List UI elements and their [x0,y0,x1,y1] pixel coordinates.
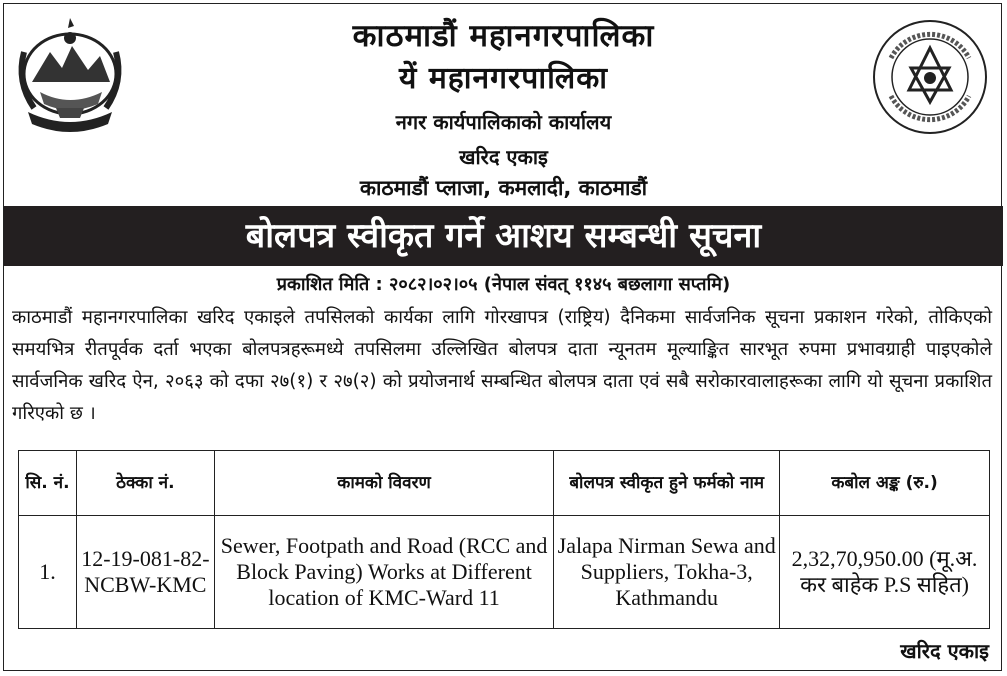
cell-work-description: Sewer, Footpath and Road (RCC and Block Paving) Works at Different location of KMC-Ward 11 [214,516,554,629]
notice-body: काठमाडौं महानगरपालिका खरिद एकाइले तपसिलको कार्यका लागि गोरखापत्र (राष्ट्रिय) दैनिकमा सार्वजनिक सूचना प्रकाशन गरेको, तोकिएको समयभित्र रीतपूर्वक दर्ता भएका बोलपत्रहरूमध्ये तपसिलमा उल्लिखित बोलपत्र दाता न्यूनतम मूल्याङ्कित सारभूत रुपमा प्रभावग्राही पाइएकोले सार्वजनिक खरिद ऐन, २०६३ को दफा २७(१) र २७(२) को प्रयोजनार्थ सम्बन्धित बोलपत्र दाता एवं सबै सरोकारवालाहरूका लागि यो सूचना प्रकाशित गरिएको छ । [12,307,992,424]
cell-firm-name: Jalapa Nirman Sewa and Suppliers, Tokha-3, Kathmandu [554,516,780,629]
cell-bid-amount: 2,32,70,950.00 (मू.अ. कर बाहेक P.S सहित) [780,516,990,629]
col-header-sn: सि. नं. [19,451,77,516]
office-address: काठमाडौं प्लाजा, कमलादी, काठमाडौं [359,176,648,200]
col-header-contract-no: ठेक्का नं. [76,451,214,516]
col-header-work-description: कामको विवरण [214,451,554,516]
col-header-bid-amount: कबोल अङ्क (रु.) [780,451,990,516]
org-title: काठमाडौं महानगरपालिका [352,18,655,54]
table-row [19,516,990,629]
cell-contract-no: 12-19-081-82-NCBW-KMC [76,516,214,629]
org-title-newari: यें महानगरपालिका [398,61,609,96]
award-table [18,450,990,629]
table-header-row [19,451,990,516]
office-name: नगर कार्यपालिकाको कार्यालय [395,110,612,134]
publication-date: प्रकाशित मिति : २०८२।०२।०५ (नेपाल संवत् ११४५ बछलागा सप्तमि) [276,274,731,295]
footer-signature: खरिद एकाइ [900,639,989,663]
col-header-firm-name: बोलपत्र स्वीकृत हुने फर्मको नाम [554,451,780,516]
unit-name: खरिद एकाइ [459,145,548,169]
notice-banner: बोलपत्र स्वीकृत गर्ने आशय सम्बन्धी सूचना [4,206,1003,266]
cell-sn: 1. [19,516,77,629]
